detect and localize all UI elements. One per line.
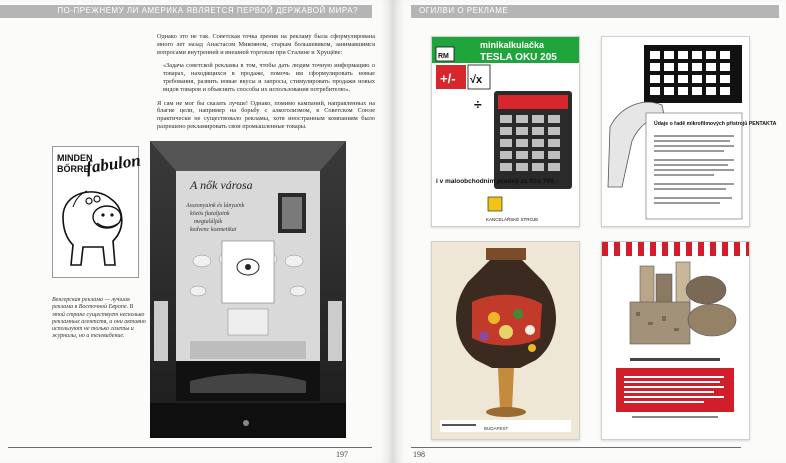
tesla-headline: minikalkulačka [480,40,545,50]
tesla-tagline: i v maloobchodnim prodeji za Kčs 700,- [436,178,558,185]
tpya-ceramics-ad [601,241,750,440]
tesla-footer: KANCELÁŘSKÉ STROJE [486,217,539,222]
photo-line-1: Asszonyaink és lányaink [186,203,245,209]
photo-line-3: megtalálják [194,219,223,225]
decorated-vase-ad [431,241,580,440]
tesla-calculator-ad [431,36,580,227]
running-head: ОГИЛВИ О РЕКЛАМЕ [419,6,509,15]
figure-caption: Венгерская реклама — лучшая реклама в Восточной Европе. В этой стране существует несколько рекламных агентств, и они активно используют не только газеты и журналы, но и телевидение. [52,297,146,340]
page-number: 197 [336,450,348,459]
right-page [393,0,786,463]
running-head: ПО-ПРЕЖНЕМУ ЛИ АМЕРИКА ЯВЛЯЕТСЯ ПЕРВОЙ ДЕРЖАВОЙ МИРА? [57,6,358,15]
shop-window-photo [150,141,346,438]
pentakta-ad-art [602,37,777,226]
fabulon-ad [52,146,142,278]
footer-rule [411,447,741,448]
footer-rule [8,447,372,448]
pentakta-microfilm-ad [601,36,777,227]
page-number: 198 [413,450,425,459]
vase-footer: BUDAPEST [484,426,509,431]
fabulon-brand: fabulon [84,150,142,177]
vase-ad-art [432,242,579,439]
paragraph-1: Однако это не так. Советская точка зрения на рекламу была сформулирована много лет назад Анастасом Микояном, старым большевиком, занимавшимся вопросами внутренней и внешней торговли при Сталине и Хрущёве: [157,33,375,56]
photo-line-2: közös fiataljaink [190,211,230,217]
running-head-bar [411,5,779,18]
tesla-key-sqrt: √x [470,74,483,86]
paragraph-quote: «Задача советской рекламы в том, чтобы дать людям точную информацию о товарах, находящихся в продаже, помочь им сформулировать новые требования, развить новые вкусы и запросы, стимулировать продажи новых видов товаров и объяснить способы их использования потребителю». [163,62,375,93]
tesla-ad-art [432,37,579,226]
fabulon-line2: BŐRRE [57,164,90,174]
tesla-key-divide: ÷ [474,96,482,112]
body-text [157,33,375,137]
shop-window-scene [150,141,346,438]
tesla-key-plusminus: +/- [440,71,456,86]
running-head-bar [0,5,372,18]
tpya-ad-art [602,242,749,439]
tesla-key-rm: RM [438,53,449,60]
photo-sign: A nők városa [190,178,253,192]
pentakta-headline: Údaje o řadě mikrofilmových přístrojů PENTAKTA [654,121,777,127]
photo-line-4: kedvenc kozmetikai [190,227,237,233]
fabulon-illustration [53,147,142,277]
fabulon-line1: MINDEN [57,153,93,163]
paragraph-3: Я сам не мог бы сказать лучше! Однако, помимо кампаний, направленных на благие цели, например на борьбу с алкоголизмом, в Советском Союзе практически не существовало рекламы, хотя иностранным компаниям было разрешено рекламировать свои промышленные товары. [157,99,375,130]
tesla-brand: TESLA OKU 205 [480,52,557,63]
